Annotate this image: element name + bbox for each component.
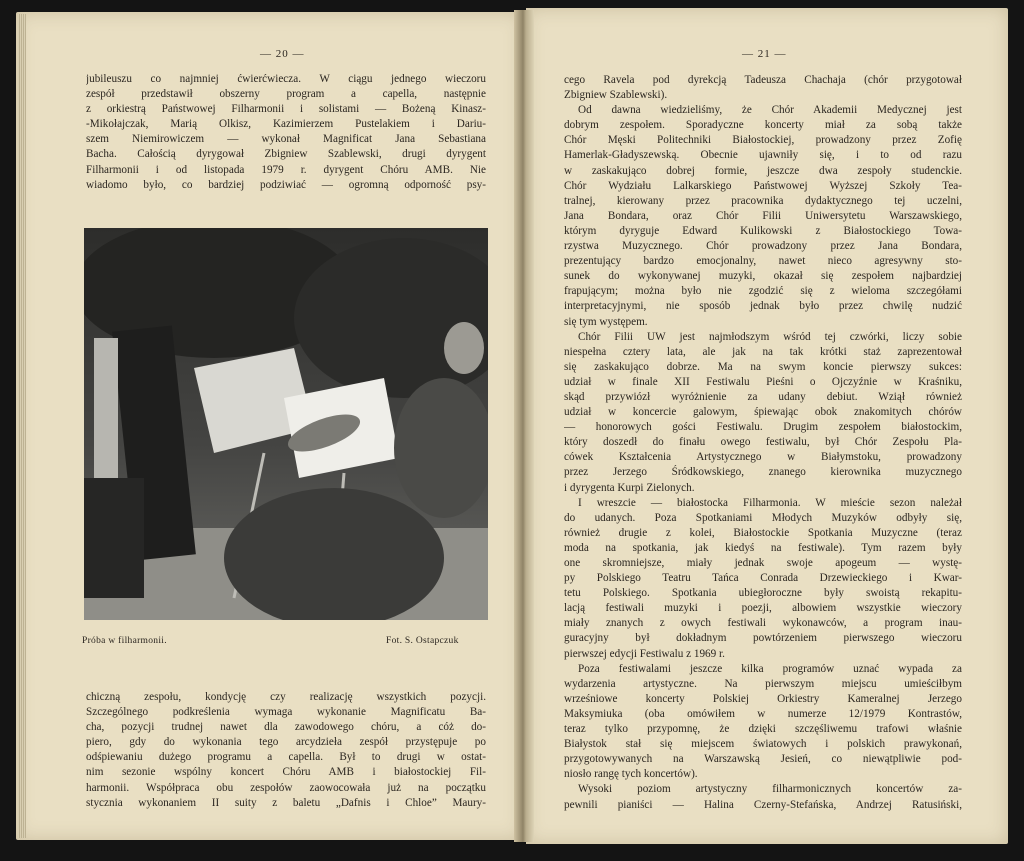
text-line: cówek Kształcenia Artystycznego w Białymstoku, prowadzony bbox=[564, 451, 962, 464]
text-line: się zaskakująco dobrze. Ma na swym koncie pierwszy sukces: bbox=[564, 360, 962, 373]
page-number-right: — 21 — bbox=[742, 48, 787, 60]
text-line: wydarzenia artystyczne. Na pierwszym miejscu umieściłbym bbox=[564, 677, 962, 690]
text-line: cego Ravela pod dyrekcją Tadeusza Chachaja (chór przygotował bbox=[564, 74, 962, 86]
text-line: Maksymiuka (oba omówiłem w numerze 12/1979 Kontrastów, bbox=[564, 707, 962, 720]
text-line: udział w koncercie galowym, śpiewając obok znakomitych chórów bbox=[564, 406, 962, 419]
text-line: Poza festiwalami jeszcze kilka programów uznać wypada za bbox=[578, 662, 962, 675]
text-line: przez Jerzego Śródkowskiego, znanego kierownika muzycznego bbox=[564, 466, 962, 479]
text-line: Szczególnego podkreślenia wymaga wykonanie Magnificatu Ba- bbox=[86, 706, 486, 719]
text-line: niosło rangę tych koncertów). bbox=[564, 768, 698, 781]
text-line: -Mikołajczak, Marią Olkisz, Kazimierzem Pustelakiem i Dariu- bbox=[86, 118, 486, 131]
right-page-text bbox=[564, 73, 962, 813]
text-line: szem Niemirowiczem — wykonał Magnificat Jana Sebastiana bbox=[86, 133, 486, 146]
text-line: Bacha. Całością dyrygował Zbigniew Szablewski, drugi dyrygent bbox=[86, 148, 486, 161]
text-line: Wysoki poziom artystyczny filharmonicznych koncertów za- bbox=[578, 783, 962, 796]
text-line: również drugie z kolei, Białostockie Spotkania Muzyczne (teraz bbox=[564, 526, 962, 539]
text-line: wiadomo było, co bardziej podziwiać — ogromną odporność psy- bbox=[86, 178, 486, 191]
text-line: miały znanych z owych festiwali wykonawców, a program inau- bbox=[564, 617, 962, 630]
text-line: przygotowywanych na Warszawską Jesień, co niewątpliwie pod- bbox=[564, 753, 962, 766]
text-line: chiczną zespołu, kondycję czy realizację wszystkich pozycji. bbox=[86, 691, 486, 703]
text-line: się tym występem. bbox=[564, 315, 648, 328]
text-line: niespełna cztery lata, ale jak na tak krótki staż zaprezentował bbox=[564, 345, 962, 358]
text-line: moda na spotkania, jak kiedyś na festiwale). Tym razem były bbox=[564, 541, 962, 554]
text-line: harmonii. Współpraca obu zespołów zaowocowała już na początku bbox=[86, 781, 486, 794]
left-page-text-bottom bbox=[86, 690, 486, 811]
text-line: one skromniejsze, miały jednak swoje apogeum — wystę- bbox=[564, 557, 962, 569]
text-line: piero, gdy do wykonania tego arcydzieła zespół przystępuje po bbox=[86, 736, 486, 749]
text-line: i dyrygenta Kurpi Zielonych. bbox=[564, 481, 695, 494]
text-line: którym dyryguje Edward Kulikowski z Białostockiego Towa- bbox=[564, 224, 962, 237]
text-line: teraz tylko przypomnę, że dzięki szczęśliwemu trafowi właśnie bbox=[564, 723, 962, 736]
text-line: tralnej, kierowany przez pracownika dydaktycznego tej uczelni, bbox=[564, 194, 962, 207]
text-line: frapującym; można było nie zgodzić się z wieloma szczegółami bbox=[564, 285, 962, 298]
text-line: Filharmonii i od listopada 1979 r. dyrygent Chóru AMB. Nie bbox=[86, 163, 486, 176]
text-line: py Polskiego Teatru Tańca Conrada Drzewieckiego i Kwar- bbox=[564, 572, 962, 585]
text-line: guracyjny był dokładnym powtórzeniem pierwszego wieczoru bbox=[564, 632, 962, 645]
text-line: który doszedł do finału owego festiwalu, był Chór Zespołu Pla- bbox=[564, 436, 962, 449]
text-line: Białystok stał się miejscem światowych i polskich prawykonań, bbox=[564, 738, 962, 751]
text-line: Chór Męski Politechniki Białostockiej, prowadzony przez Zofię bbox=[564, 134, 962, 147]
page-number-left: — 20 — bbox=[260, 48, 305, 60]
text-line: pewnili pianiści — Halina Czerny-Stefańska, Andrzej Ratusiński, bbox=[564, 798, 962, 811]
text-line: Od dawna wiedzieliśmy, że Chór Akademii Medycznej jest bbox=[578, 104, 962, 117]
text-line: wrześniowe koncerty Polskiej Orkiestry Kameralnej Jerzego bbox=[564, 692, 962, 705]
text-line: Hamerlak-Gładyszewską. Obecnie ujawniły się, i to od razu bbox=[564, 149, 962, 162]
text-line: do udanych. Poza Spotkaniami Młodych Muzyków odbyły się, bbox=[564, 511, 962, 524]
text-line: interpretacyjnymi, nie sposób jednak było przez chwilę nudzić bbox=[564, 300, 962, 313]
photo-credit: Fot. S. Ostapczuk bbox=[386, 636, 459, 646]
text-line: skąd przywiózł wyróżnienie za udany debiut. Wziął również bbox=[564, 390, 962, 403]
text-line: sunek do wykonywanej muzyki, okazał się zespołem najbardziej bbox=[564, 270, 962, 283]
text-line: Chór Wydziału Lalkarskiego Państwowej Wyższej Szkoły Tea- bbox=[564, 179, 962, 192]
left-page-text-top bbox=[86, 72, 486, 193]
text-line: zespół przedstawił obszerny program a capella, następnie bbox=[86, 88, 486, 101]
rehearsal-photo-image bbox=[84, 228, 488, 620]
text-line: odśpiewaniu dużego programu a capella. Był to drugi w ostat- bbox=[86, 751, 486, 764]
text-line: Zbigniew Szablewski). bbox=[564, 89, 668, 102]
text-line: stycznia wykonaniem II suity z baletu „Dafnis i Chloe” Maury- bbox=[86, 796, 486, 809]
text-line: prezentujący bardzo emocjonalny, nawet nieco agresywny sto- bbox=[564, 255, 962, 268]
text-line: w zaskakująco dobrej formie, jeszcze dwa zespoły studenckie. bbox=[564, 164, 962, 177]
text-line: dobrym zespołem. Sporadyczne koncerty miał za sobą także bbox=[564, 119, 962, 132]
text-line: rzystwa Muzycznego. Chór prowadzony przez Jana Bondara, bbox=[564, 240, 962, 253]
text-line: lacją festiwali muzyki i poezji, albowiem wszystkie wieczory bbox=[564, 602, 962, 615]
rehearsal-photo bbox=[84, 228, 488, 620]
book-gutter bbox=[514, 10, 534, 842]
text-line: udział w finale XII Festiwalu Pieśni o Ojczyźnie w Kraśniku, bbox=[564, 375, 962, 388]
text-line: jubileuszu co najmniej ćwierćwiecza. W ciągu jednego wieczoru bbox=[86, 73, 486, 85]
photo-caption: Próba w filharmonii. bbox=[82, 636, 167, 646]
page-edges bbox=[18, 14, 26, 838]
text-line: I wreszcie — białostocka Filharmonia. W mieście sezon należał bbox=[578, 496, 962, 509]
text-line: z orkiestrą Państwowej Filharmonii i solistami — Bożeną Kinasz- bbox=[86, 103, 486, 116]
text-line: Chór Filii UW jest najmłodszym wśród tej czwórki, liczy sobie bbox=[578, 330, 962, 343]
text-line: nim sezonie wspólny koncert Chóru AMB i białostockiej Fil- bbox=[86, 766, 486, 779]
text-line: tetu Polskiego. Spotkania ubiegłoroczne były swoistą rekapitu- bbox=[564, 587, 962, 600]
text-line: pierwszej edycji Festiwalu z 1969 r. bbox=[564, 647, 725, 660]
text-line: cha, pozycji trudnej nawet dla zawodowego chóru, a cóż do- bbox=[86, 721, 486, 734]
text-line: Jana Bondara, oraz Chór Filii Uniwersytetu Warszawskiego, bbox=[564, 209, 962, 222]
text-line: — honorowych gości Festiwalu. Drugim zespołem białostockim, bbox=[564, 421, 962, 434]
